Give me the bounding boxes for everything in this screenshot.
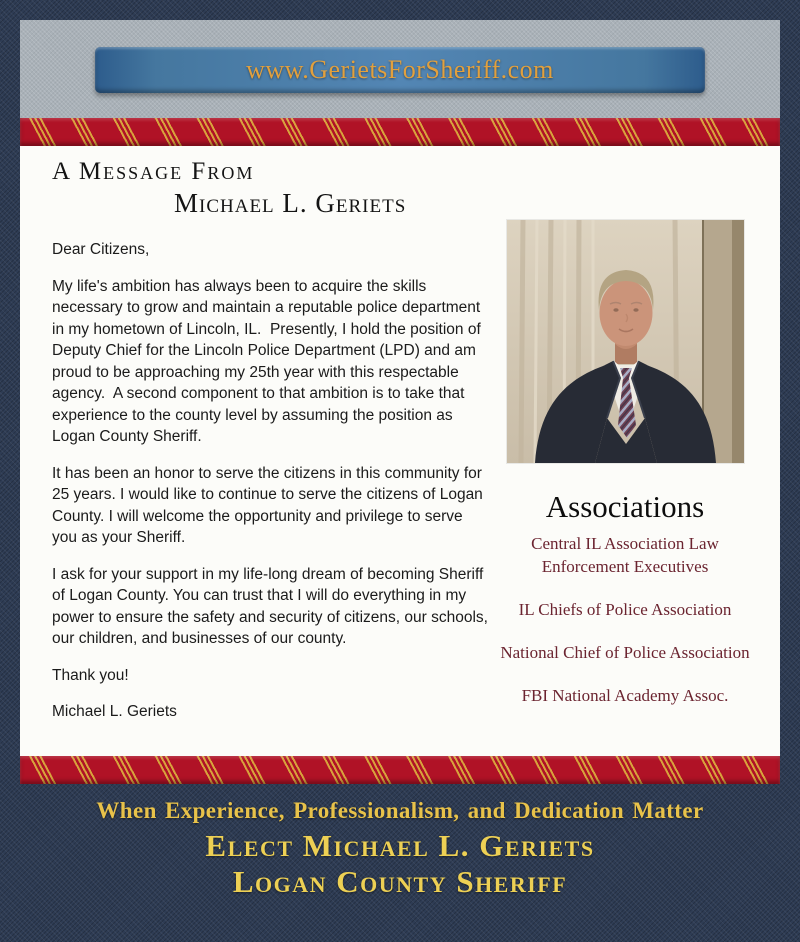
letter-signature: Michael L. Geriets [52,703,177,720]
header-band [20,20,780,118]
website-url[interactable]: www.GerietsForSheriff.com [246,55,554,84]
striped-ribbon-top [20,118,780,146]
association-item: National Chief of Police Association [500,642,750,662]
letter-paragraph: I ask for your support in my life-long dream of becoming Sheriff of Logan County. You can trust that I will do everything in my power to ensure the safety and security of citizens, our schools, our children, and businesses of our county. [52,565,493,647]
letter-column [52,158,493,738]
letter-salutation: Dear Citizens, [52,241,150,258]
letter-closing: Thank you! [52,666,129,684]
footer-elect-line: Elect Michael L. Geriets [205,828,595,863]
portrait-photo [507,220,744,463]
message-heading-line2: Michael L. Geriets [174,188,407,218]
content-panel [20,146,780,756]
association-item: Central IL Association Law Enforcement Executives [531,534,719,576]
letter-paragraph: My life's ambition has always been to acquire the skills necessary to grow and maintain a reputable police department in my hometown of Lincoln, IL. Presently, I hold the position of Deputy Chief for the Lincoln Police Department (LPD) and am proud to be approaching my 25th year with this respectable agency. A second component to that ambition is to take that experience to the county level by assuming the position as Logan County Sheriff. [52,277,486,445]
associations-title: Associations [545,489,705,524]
association-item: FBI National Academy Assoc. [521,685,729,705]
footer-band [20,784,780,922]
footer-office-line: Logan County Sheriff [232,864,568,899]
message-heading-line1: A Message From [52,158,255,185]
striped-ribbon-bottom [20,756,780,784]
website-banner-ribbon [95,47,705,93]
right-column [490,220,760,728]
letter-paragraph: It has been an honor to serve the citizens in this community for 25 years. I would like to continue to serve the citizens of Logan County. I will welcome the opportunity and privilege to serve you as your Sheriff. [52,464,488,546]
portrait-illustration [507,220,744,463]
footer-tagline: When Experience, Professionalism, and Dedication Matter [96,798,704,823]
association-item: IL Chiefs of Police Association [518,599,732,619]
